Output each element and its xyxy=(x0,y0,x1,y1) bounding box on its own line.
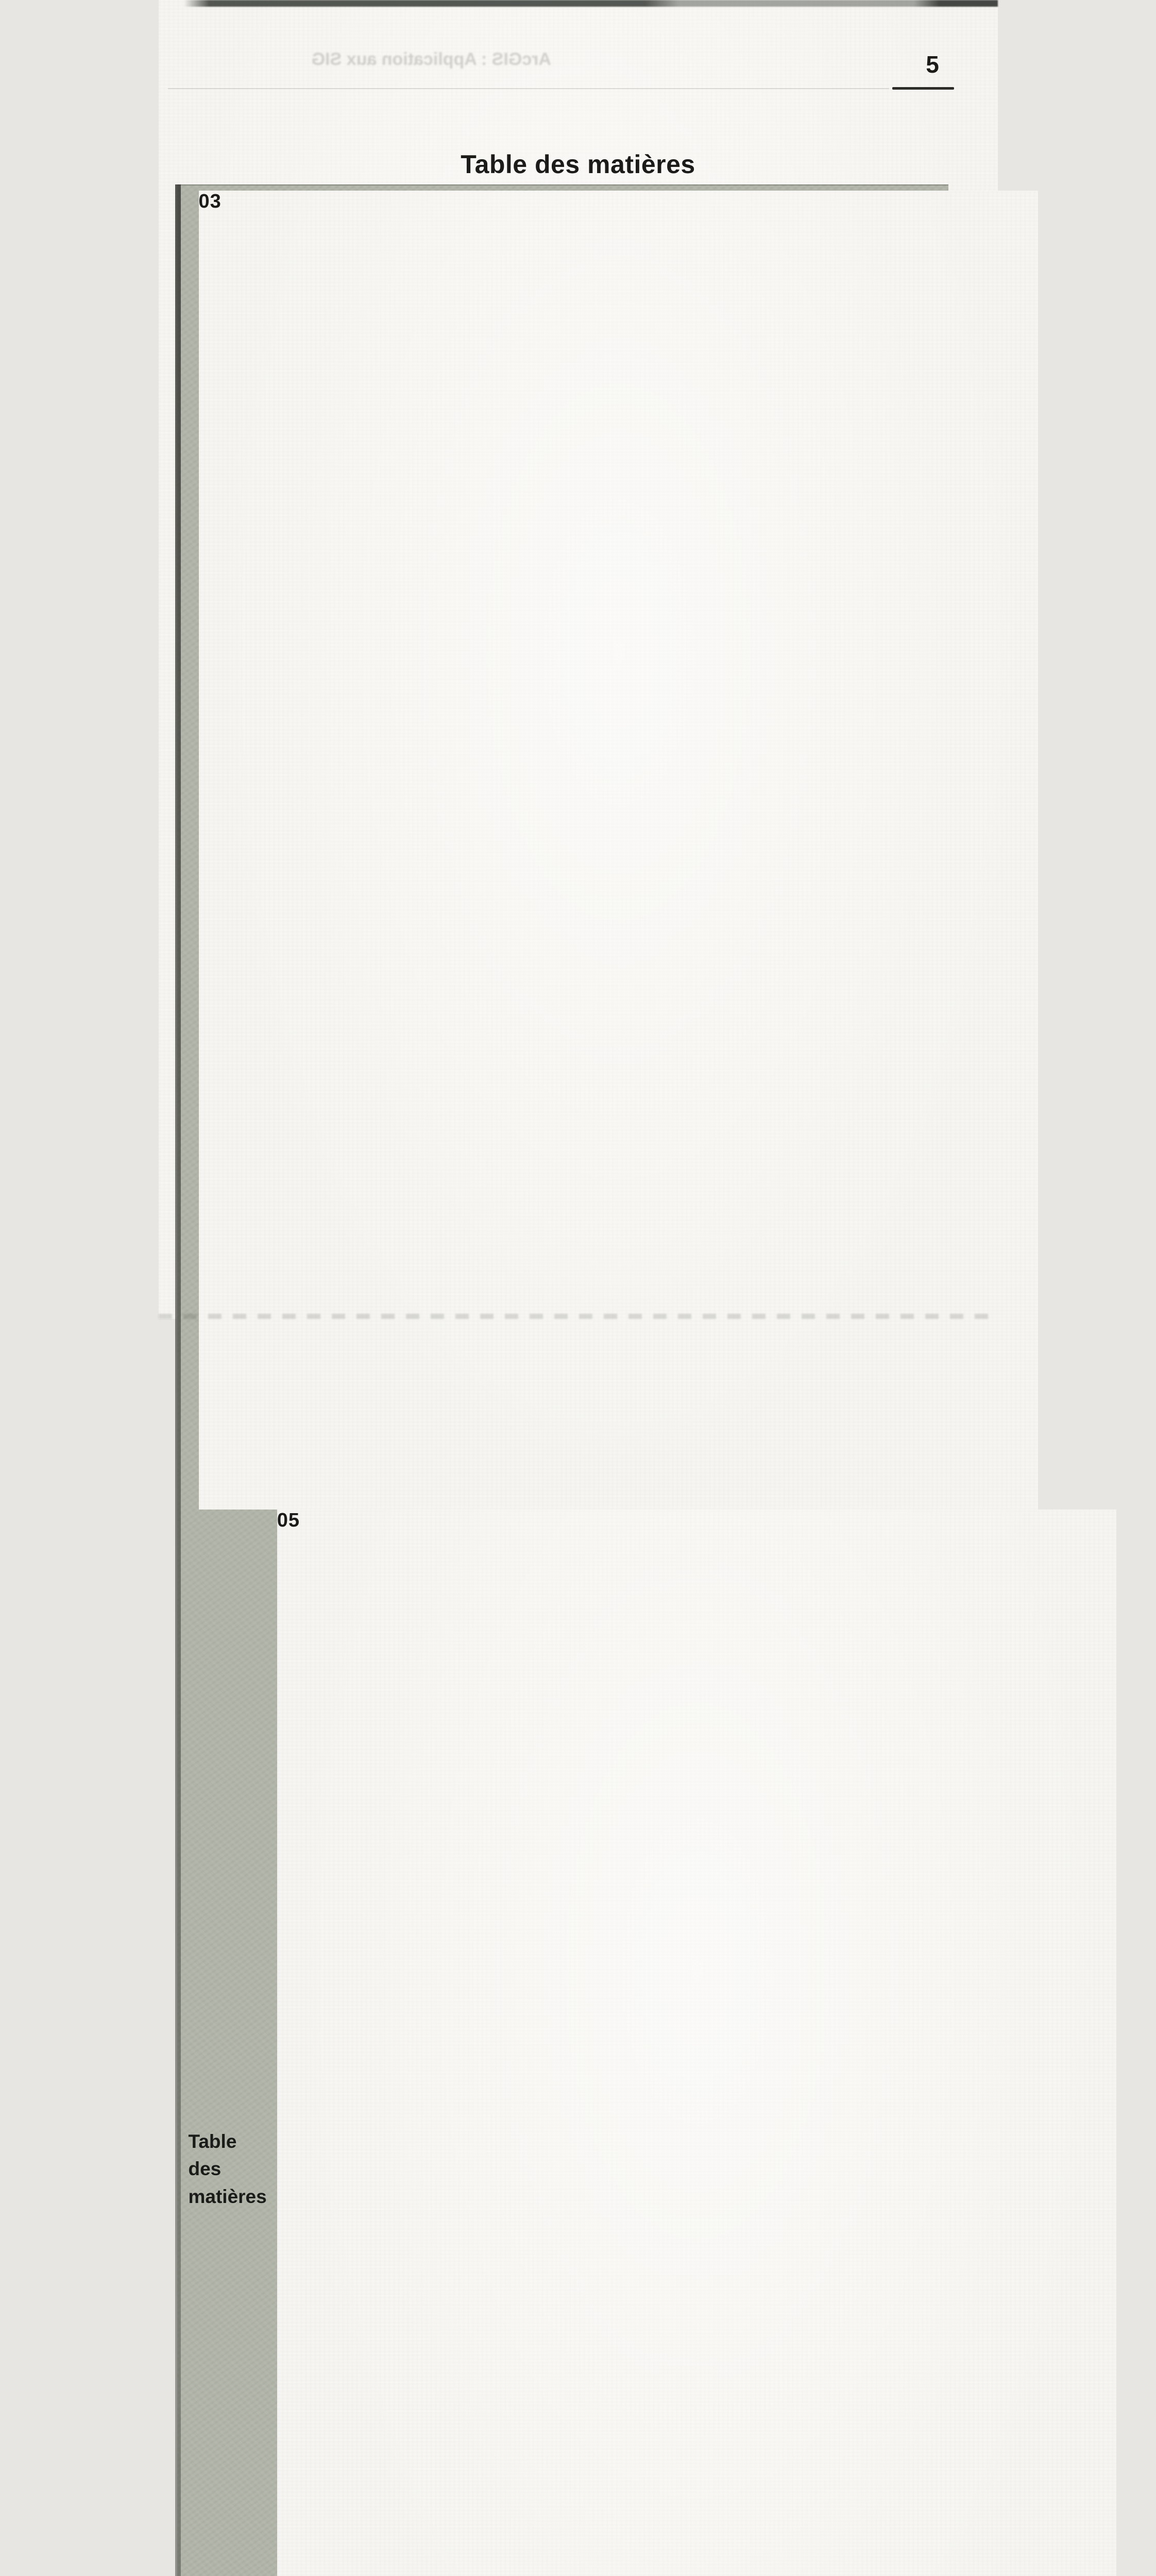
toc-header-page: 05 xyxy=(277,1510,1116,2576)
bleed-through-header-text: ArcGIS : Application aux SIG xyxy=(311,49,551,69)
scanned-book-page xyxy=(159,0,998,2207)
scan-bottom-speckle xyxy=(159,1314,998,1319)
page-title: Table des matières xyxy=(461,149,695,179)
table-of-contents xyxy=(177,184,948,2576)
page-number: 5 xyxy=(926,51,940,78)
toc-header-page: 03 xyxy=(199,191,1038,1510)
toc-header-row xyxy=(177,191,948,1510)
page-number-underline xyxy=(892,87,954,90)
scan-hairline xyxy=(168,88,889,89)
toc-header-label: Table des matières xyxy=(188,2130,267,2207)
toc-header-block xyxy=(177,184,948,2576)
toc-header-row xyxy=(177,1510,948,2576)
scan-bleed-band xyxy=(159,0,998,7)
